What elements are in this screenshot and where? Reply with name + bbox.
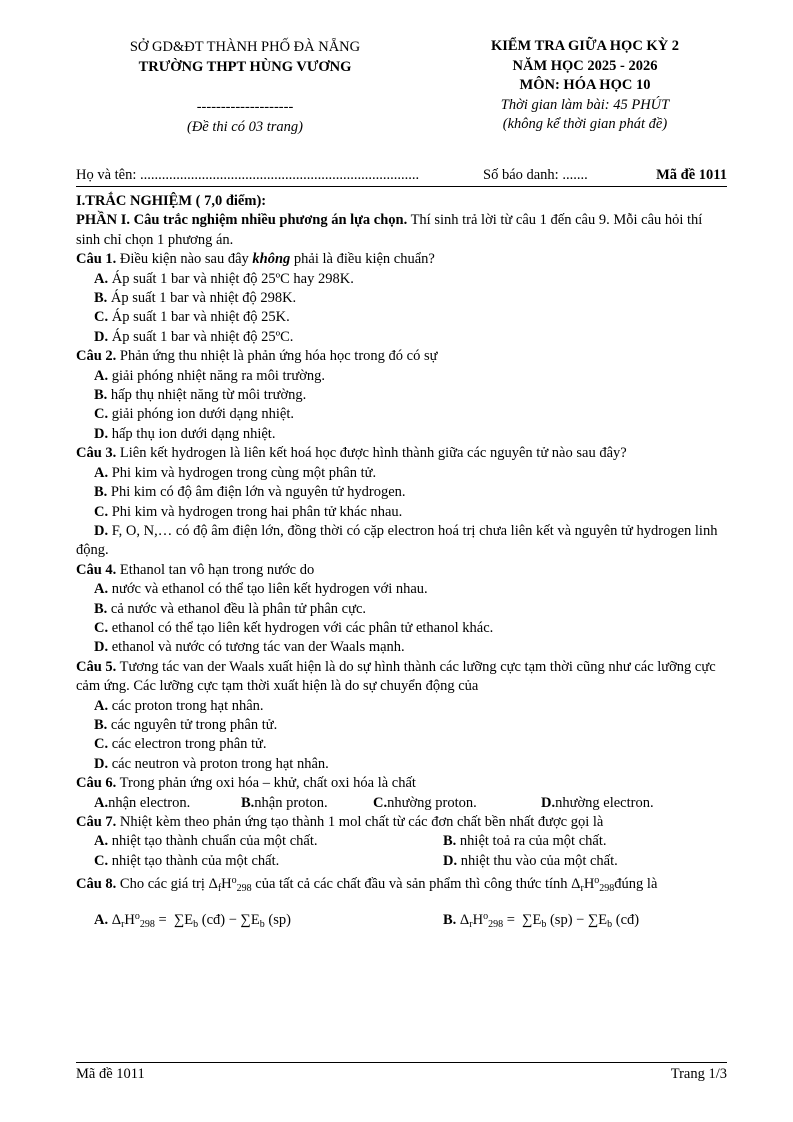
- option-text: nhận electron.: [108, 794, 191, 811]
- question-5: [76, 658, 727, 697]
- option-c: [76, 503, 727, 522]
- option-text: ethanol và nước có tương tác van der Waals mạnh.: [108, 639, 405, 656]
- duration-note: (không kể thời gian phát đề): [502, 116, 668, 132]
- option-text: hấp thụ nhiệt năng từ môi trường.: [107, 387, 307, 404]
- option-letter: A.: [94, 794, 109, 811]
- department-name: SỞ GD&ĐT THÀNH PHỐ ĐÀ NẴNG: [129, 39, 361, 55]
- question-label: Câu 6.: [76, 775, 117, 792]
- option-letter: B.: [94, 484, 108, 501]
- option-text: nhường electron.: [555, 794, 654, 811]
- option-letter: D.: [94, 755, 109, 772]
- question-text: của tất cả các chất đầu và sản phẩm thì công thức tính Δ: [251, 876, 581, 893]
- option-b: [76, 483, 727, 502]
- option-letter: A.: [94, 697, 109, 714]
- option-text: Phi kim có độ âm điện lớn và nguyên tử hydrogen.: [107, 484, 406, 501]
- option-d: [541, 794, 654, 813]
- option-text: Phi kim và hydrogen trong cùng một phân tử.: [108, 464, 377, 481]
- option-letter: D.: [94, 425, 109, 442]
- question-label: Câu 7.: [76, 814, 117, 830]
- option-letter: A.: [94, 367, 109, 384]
- option-letter: B.: [94, 716, 108, 733]
- option-letter: B.: [443, 833, 457, 850]
- option-text: cả nước và ethanol đều là phân tử phân cực.: [107, 600, 367, 617]
- option-c: [76, 735, 727, 754]
- question-text: Nhiệt kèm theo phản ứng tạo thành 1 mol chất từ các đơn chất bền nhất được gọi là: [116, 814, 604, 830]
- exam-content: [76, 192, 727, 934]
- option-c: [76, 619, 727, 638]
- pages-note: (Đề thi có 03 trang): [187, 119, 303, 135]
- option-text: hấp thụ ion dưới dạng nhiệt.: [108, 425, 276, 442]
- option-d: [443, 852, 618, 871]
- option-b: [76, 600, 727, 619]
- option-letter: B.: [241, 794, 255, 811]
- option-text: các proton trong hạt nhân.: [108, 697, 264, 714]
- question-label: Câu 2.: [76, 348, 117, 365]
- option-c: [373, 794, 541, 813]
- option-letter: A.: [94, 464, 109, 481]
- part-instructions: [76, 211, 727, 250]
- question-text: đúng là: [614, 876, 658, 893]
- question-1: [76, 250, 727, 269]
- option-text: nhiệt thu vào của một chất.: [457, 852, 618, 869]
- option-letter: C.: [94, 852, 109, 869]
- option-letter: C.: [94, 503, 109, 520]
- question-4: [76, 561, 727, 580]
- option-letter: A.: [94, 270, 109, 287]
- question-label: Câu 3.: [76, 445, 117, 462]
- option-text: nhận proton.: [254, 794, 328, 811]
- candidate-underline: [76, 186, 727, 187]
- option-letter: B.: [94, 600, 108, 617]
- option-letter: B.: [94, 290, 108, 307]
- option-a: [94, 794, 241, 813]
- option-text: F, O, N,… có độ âm điện lớn, đồng thời có cặp electron hoá trị chưa liên kết và nguyên tử hydrogen linh động.: [76, 522, 718, 559]
- option-d: [76, 638, 727, 657]
- option-text: nhường proton.: [387, 794, 477, 811]
- option-text: giải phóng nhiệt năng ra môi trường.: [108, 367, 325, 384]
- option-letter: D.: [443, 852, 458, 869]
- option-text: các electron trong phân tử.: [108, 736, 267, 753]
- option-letter: D.: [94, 639, 109, 656]
- options-row: [76, 832, 727, 851]
- formula-part: (sp) − ∑E: [546, 911, 608, 928]
- option-d: [76, 328, 727, 347]
- exam-title: KIỂM TRA GIỮA HỌC KỲ 2: [490, 38, 680, 54]
- question-2: [76, 347, 727, 366]
- divider-dashes: --------------------: [196, 99, 294, 115]
- option-text: ethanol có thể tạo liên kết hydrogen với các phân tử ethanol khác.: [108, 619, 494, 636]
- emphasis-word: không: [252, 251, 291, 268]
- option-a: [76, 580, 727, 599]
- question-6: [76, 774, 727, 793]
- formula-part: (sp): [264, 911, 291, 928]
- option-letter: C.: [94, 619, 109, 636]
- question-text: Phản ứng thu nhiệt là phản ứng hóa học trong đó có sự: [116, 348, 438, 365]
- page-footer: [76, 1066, 727, 1086]
- question-3: [76, 444, 727, 463]
- options-row: [76, 794, 727, 813]
- option-letter: A.: [94, 911, 109, 928]
- option-b: [76, 289, 727, 308]
- option-text: các nguyên tử trong phân tử.: [107, 716, 278, 733]
- option-letter: A.: [94, 581, 109, 598]
- option-a: [76, 270, 727, 289]
- footer-divider: [76, 1062, 727, 1063]
- option-letter: C.: [373, 794, 388, 811]
- option-text: Áp suất 1 bar và nhiệt độ 25ºC.: [108, 328, 294, 345]
- option-b: [443, 832, 606, 851]
- option-a: A. $\Delta_rH^o_{298} = \sum E_b$ (cđ) − $\sum E_b$ (sp): [94, 910, 291, 930]
- options-row: [76, 907, 727, 934]
- option-a: [76, 367, 727, 386]
- question-text: Ethanol tan vô hạn trong nước do: [116, 561, 315, 578]
- option-letter: D.: [94, 522, 109, 539]
- question-text: Liên kết hydrogen là liên kết hoá học được hình thành giữa các nguyên tử nào sau đây?: [116, 445, 627, 462]
- option-b: B. $\Delta_rH^o_{298} = \sum E_b$ $(sp) - \sum E_b$ (cđ): [443, 910, 640, 930]
- option-text: nhiệt tạo thành chuẩn của một chất.: [108, 833, 318, 850]
- option-d: [76, 522, 727, 561]
- question-text: Tương tác van der Waals xuất hiện là do sự hình thành các lưỡng cực tạm thời cũng như các lưỡng cực cảm ứng. Các lưỡng cực tạm thời xuất hiện là do sự chuyển động của: [76, 658, 716, 695]
- candidate-id-field: Số báo danh: .......: [483, 167, 588, 183]
- question-label: Câu 4.: [76, 561, 117, 578]
- formula-part: (cđ): [612, 911, 640, 928]
- formula-part: ∑E: [173, 911, 194, 928]
- question-text: phải là điều kiện chuẩn?: [290, 251, 435, 268]
- option-text: Áp suất 1 bar và nhiệt độ 298K.: [107, 290, 297, 307]
- option-d: [76, 425, 727, 444]
- option-text: Phi kim và hydrogen trong hai phân tử khác nhau.: [108, 503, 403, 520]
- question-label: Câu 1.: [76, 251, 117, 268]
- question-text: Cho các giá trị Δ: [116, 876, 218, 893]
- option-letter: A.: [94, 833, 109, 850]
- option-c: [76, 308, 727, 327]
- question-label: Câu 8.: [76, 876, 117, 893]
- option-text: giải phóng ion dưới dạng nhiệt.: [108, 406, 294, 423]
- header-right: [440, 37, 730, 135]
- option-a: [76, 464, 727, 483]
- option-text: nước và ethanol có thể tạo liên kết hydrogen với nhau.: [108, 581, 428, 598]
- candidate-info: [76, 165, 727, 185]
- option-letter: B.: [443, 911, 457, 928]
- option-letter: B.: [94, 387, 108, 404]
- duration: Thời gian làm bài: 45 PHÚT: [500, 96, 670, 113]
- question-8: Câu 8. Cho các giá trị $\Delta_fH^o_{298}$ của tất cả các chất đầu và sản phẩm thì công thức tính $\Delta_rH^o_{298}đúng$ là: [76, 875, 658, 895]
- school-year: NĂM HỌC 2025 - 2026: [512, 57, 658, 74]
- options-row: [76, 852, 727, 871]
- option-text: Áp suất 1 bar và nhiệt độ 25ºC hay 298K.: [108, 270, 354, 287]
- option-c: [76, 405, 727, 424]
- option-d: [76, 755, 727, 774]
- option-text: nhiệt toả ra của một chất.: [456, 833, 607, 850]
- option-b: [76, 386, 727, 405]
- question-7: [76, 813, 727, 832]
- option-b: [241, 794, 373, 813]
- option-letter: C.: [94, 309, 109, 326]
- school-name: TRƯỜNG THPT HÙNG VƯƠNG: [138, 59, 352, 75]
- question-text: Trong phản ứng oxi hóa – khử, chất oxi hóa là chất: [116, 775, 416, 792]
- option-letter: C.: [94, 406, 109, 423]
- option-letter: C.: [94, 736, 109, 753]
- formula-part: ∑E: [522, 911, 542, 928]
- section-title: I.TRẮC NGHIỆM ( 7,0 điểm):: [76, 193, 267, 209]
- part-title: PHẦN I. Câu trắc nghiệm nhiều phương án lựa chọn.: [76, 212, 408, 229]
- part-description: Thí sinh trả lời từ câu 1 đến câu 9. Mỗi câu hỏi thí sinh chỉ chọn 1 phương án.: [76, 212, 703, 248]
- option-c: [94, 852, 443, 871]
- question-label: Câu 5.: [76, 658, 117, 675]
- candidate-name-field: Họ và tên: .............................................................................: [76, 167, 420, 183]
- exam-code: Mã đề 1011: [656, 167, 727, 183]
- header-left: [90, 37, 400, 137]
- option-text: Áp suất 1 bar và nhiệt độ 25K.: [108, 309, 290, 326]
- subject: MÔN: HÓA HỌC 10: [519, 77, 651, 93]
- question-text: Điều kiện nào sau đây: [116, 251, 253, 268]
- option-b: [76, 716, 727, 735]
- option-text: nhiệt tạo thành của một chất.: [108, 852, 280, 869]
- formula-part: (cđ) − ∑E: [198, 911, 260, 928]
- option-a: [76, 697, 727, 716]
- option-text: các neutron và proton trong hạt nhân.: [108, 755, 329, 772]
- footer-exam-code: Mã đề 1011: [76, 1066, 145, 1082]
- option-letter: D.: [541, 794, 556, 811]
- page-number: Trang 1/3: [670, 1066, 727, 1082]
- option-letter: D.: [94, 328, 109, 345]
- option-a: [94, 832, 443, 851]
